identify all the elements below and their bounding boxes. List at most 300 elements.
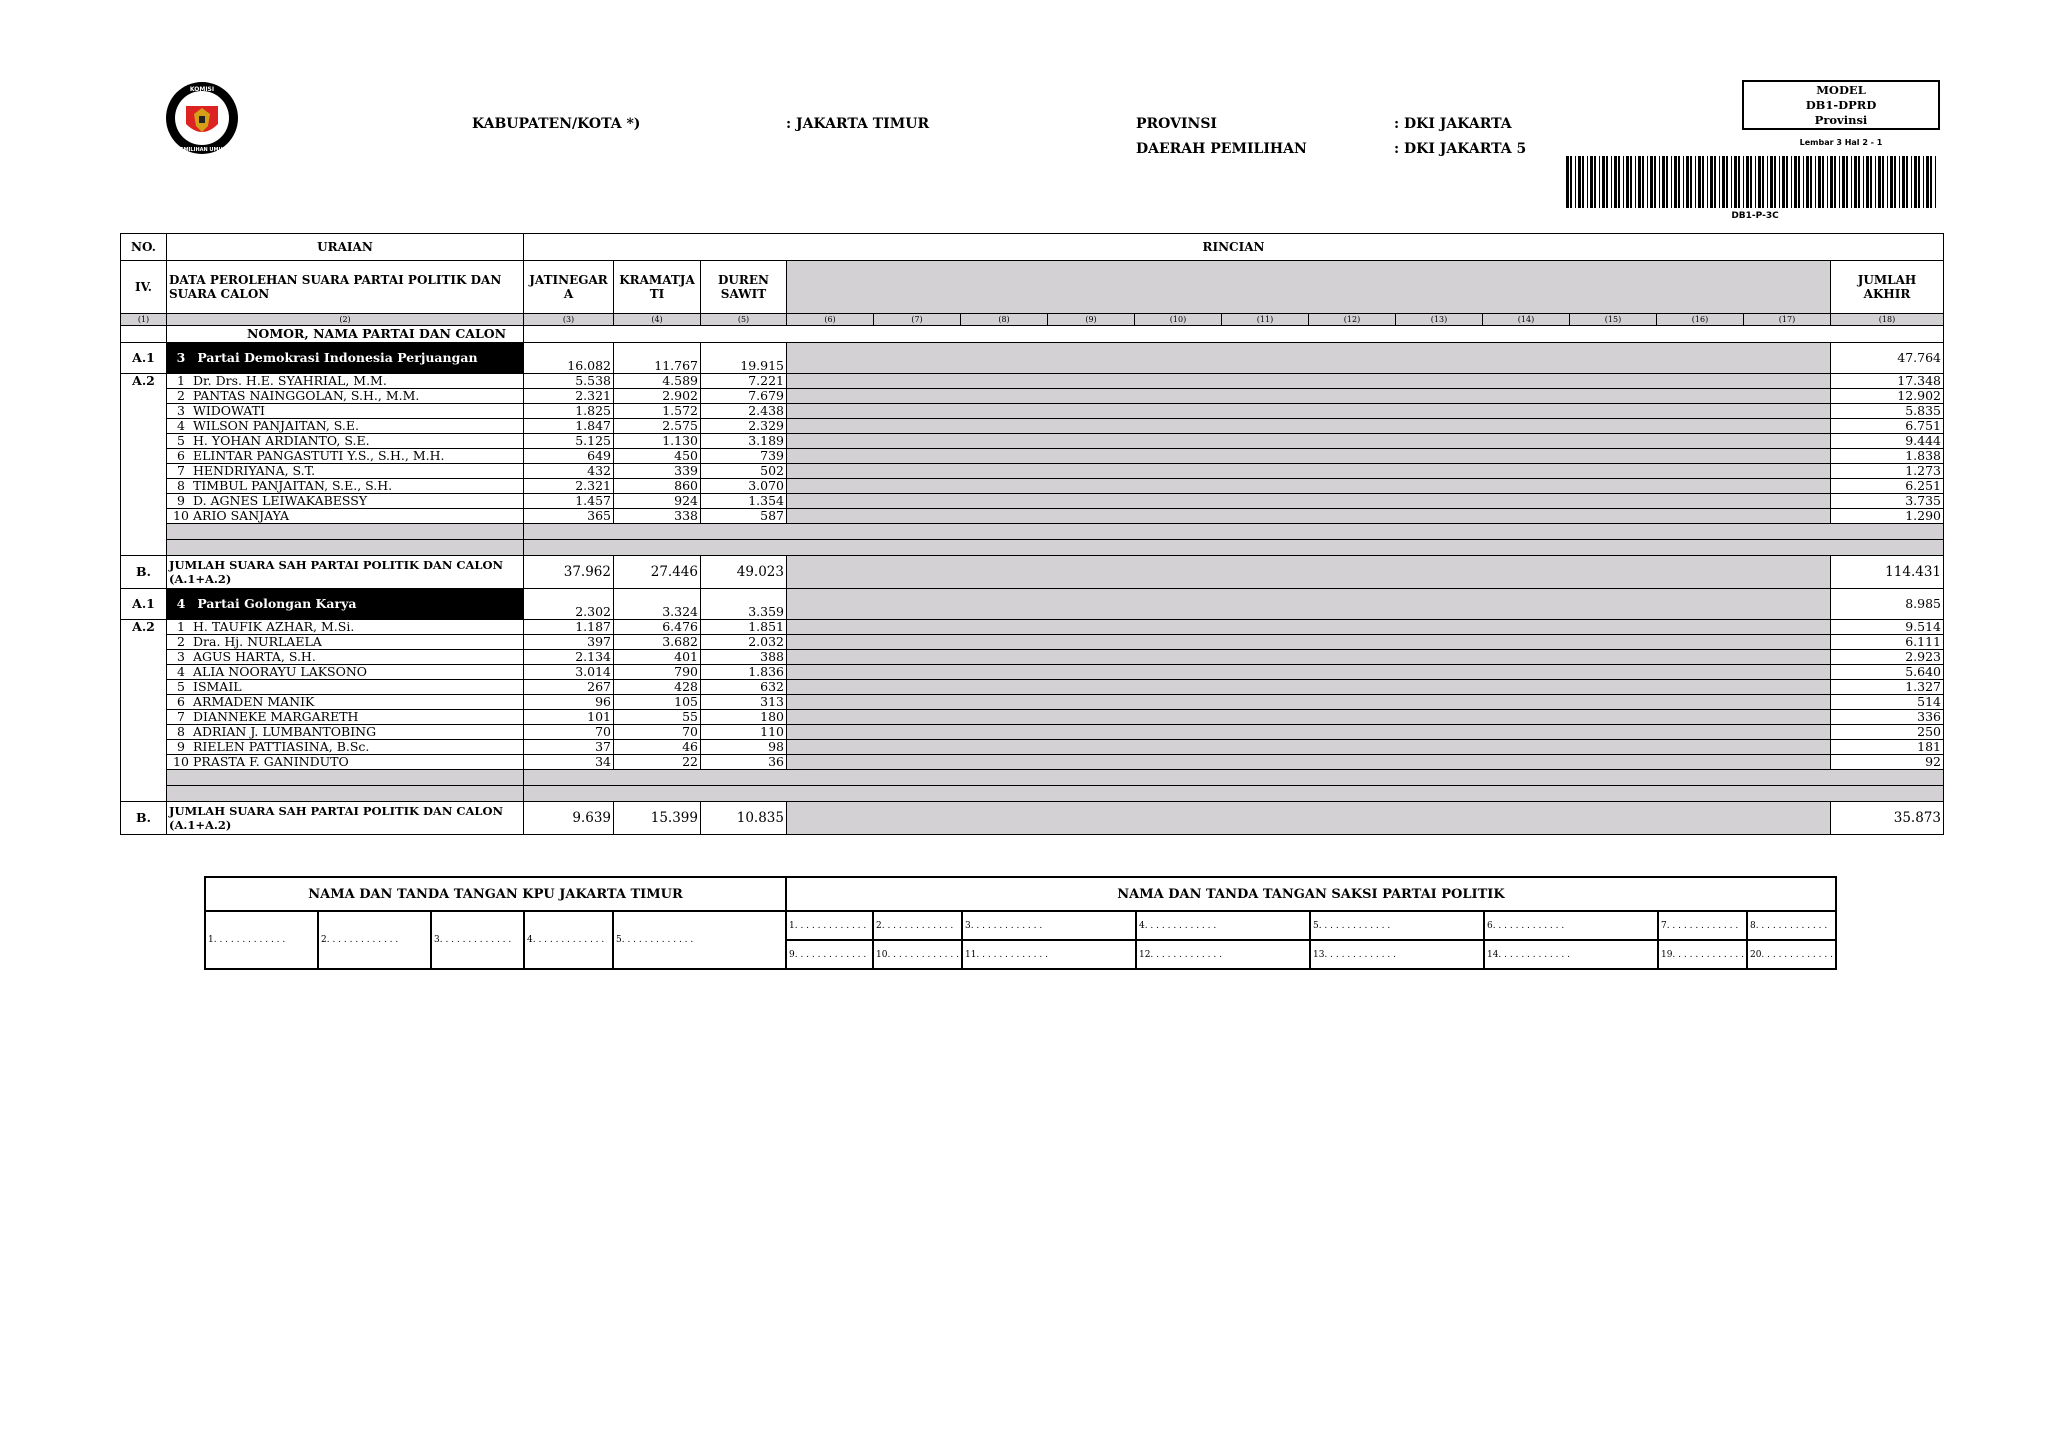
empty-cols (787, 419, 1831, 434)
candidate-row (121, 650, 1944, 665)
candidate-name-cell (167, 389, 524, 404)
barcode-bar (1690, 156, 1692, 208)
saksi-sign-slot: 9. . . . . . . . . . . . . (786, 940, 873, 969)
kab-value: : JAKARTA TIMUR (786, 116, 930, 132)
candidate-name-cell (167, 635, 524, 650)
party-vote: 2.302 (524, 589, 614, 620)
candidate-total: 12.902 (1831, 389, 1944, 404)
candidate-row (121, 449, 1944, 464)
candidate-vote: 2.321 (524, 389, 614, 404)
barcode-label: DB1-P-3C (1731, 211, 1779, 221)
barcode-bar (1734, 156, 1737, 208)
barcode-bar (1875, 156, 1876, 208)
empty-cols (787, 404, 1831, 419)
empty-cols (787, 755, 1831, 770)
empty-cols (787, 556, 1831, 589)
candidate-name-cell (167, 374, 524, 389)
candidate-vote: 3.070 (701, 479, 787, 494)
dapil-label: DAERAH PEMILIHAN (1136, 141, 1307, 157)
candidate-name: Dra. Hj. NURLAELA (193, 634, 322, 649)
candidate-vote: 6.476 (614, 620, 701, 635)
barcode-bar (1578, 156, 1581, 208)
candidate-total: 6.251 (1831, 479, 1944, 494)
sum-total: 35.873 (1831, 802, 1944, 835)
barcode-bar (1779, 156, 1780, 208)
candidate-vote: 7.221 (701, 374, 787, 389)
sum-vote: 9.639 (524, 802, 614, 835)
candidate-vote: 37 (524, 740, 614, 755)
candidate-name-cell (167, 449, 524, 464)
nomor-empty-rincian (524, 326, 1944, 343)
saksi-sign-slot: 2. . . . . . . . . . . . . (873, 911, 962, 940)
spacer-row (121, 770, 1944, 786)
candidate-vote: 432 (524, 464, 614, 479)
colnum-cell: (3) (524, 314, 614, 326)
spacer-row (121, 524, 1944, 540)
empty-cols (787, 650, 1831, 665)
candidate-name-cell (167, 665, 524, 680)
empty-cols (787, 680, 1831, 695)
candidate-vote: 2.438 (701, 404, 787, 419)
sum-vote: 37.962 (524, 556, 614, 589)
kpu-sign-slot: 5. . . . . . . . . . . . . (613, 911, 786, 969)
party-vote: 19.915 (701, 343, 787, 374)
header-empty-cols (787, 261, 1831, 314)
party-a1: A.1 (121, 343, 167, 374)
barcode-bar (1570, 156, 1572, 208)
candidate-vote: 739 (701, 449, 787, 464)
kpu-logo (164, 80, 240, 156)
colnum-cell: (8) (961, 314, 1048, 326)
candidate-total: 250 (1831, 725, 1944, 740)
candidate-total: 9.514 (1831, 620, 1944, 635)
party-name-cell (167, 343, 524, 374)
model-line2: DB1-DPRD (1805, 98, 1877, 112)
barcode-bar (1815, 156, 1816, 208)
saksi-sign-slot: 4. . . . . . . . . . . . . (1136, 911, 1310, 940)
barcode-bar (1918, 156, 1920, 208)
candidate-vote: 1.851 (701, 620, 787, 635)
sum-row (121, 556, 1944, 589)
candidate-number: 10 (173, 508, 189, 523)
barcode-bar (1830, 156, 1833, 208)
candidate-name-cell (167, 509, 524, 524)
barcode (1566, 156, 1942, 208)
colnum-cell: (7) (874, 314, 961, 326)
colnum-cell: (14) (1483, 314, 1570, 326)
colnum-cell: (18) (1831, 314, 1944, 326)
candidate-name-cell (167, 479, 524, 494)
candidate-row (121, 389, 1944, 404)
spacer-cell (167, 540, 524, 556)
candidate-number: 5 (177, 433, 185, 448)
candidate-vote: 338 (614, 509, 701, 524)
barcode-bar (1611, 156, 1612, 208)
saksi-sign-slot: 10. . . . . . . . . . . . . (873, 940, 962, 969)
barcode-bar (1882, 156, 1884, 208)
saksi-sign-slot: 20. . . . . . . . . . . . . (1747, 940, 1836, 969)
candidate-vote: 1.825 (524, 404, 614, 419)
barcode-bar (1858, 156, 1860, 208)
candidate-vote: 1.847 (524, 419, 614, 434)
barcode-bar (1863, 156, 1864, 208)
colnum-cell: (16) (1657, 314, 1744, 326)
barcode-bar (1630, 156, 1632, 208)
kpu-sign-slot: 1. . . . . . . . . . . . . (205, 911, 318, 969)
spacer-cell (167, 786, 524, 802)
header-rincian: RINCIAN (524, 234, 1944, 261)
prov-label: PROVINSI (1136, 116, 1217, 132)
candidate-vote: 365 (524, 509, 614, 524)
candidate-vote: 105 (614, 695, 701, 710)
spacer-cell (524, 540, 1944, 556)
barcode-bar (1599, 156, 1600, 208)
party-vote: 3.359 (701, 589, 787, 620)
barcode-bar (1935, 156, 1936, 208)
saksi-sign-slot: 14. . . . . . . . . . . . . (1484, 940, 1658, 969)
candidate-vote: 1.130 (614, 434, 701, 449)
barcode-bar (1926, 156, 1929, 208)
colnum-cell: (15) (1570, 314, 1657, 326)
barcode-bar (1887, 156, 1888, 208)
candidate-vote: 98 (701, 740, 787, 755)
candidate-name: ADRIAN J. LUMBANTOBING (193, 724, 377, 739)
colnum-cell: (4) (614, 314, 701, 326)
candidate-vote: 450 (614, 449, 701, 464)
candidate-number: 8 (177, 724, 185, 739)
barcode-bar (1647, 156, 1648, 208)
sum-vote: 49.023 (701, 556, 787, 589)
barcode-bar (1851, 156, 1852, 208)
candidate-vote: 101 (524, 710, 614, 725)
colnum-cell: (1) (121, 314, 167, 326)
barcode-bar (1803, 156, 1804, 208)
party-a1: A.1 (121, 589, 167, 620)
candidate-total: 1.290 (1831, 509, 1944, 524)
colnum-cell: (17) (1744, 314, 1831, 326)
candidate-name: DIANNEKE MARGARETH (193, 709, 359, 724)
candidate-row (121, 665, 1944, 680)
candidate-number: 3 (177, 403, 185, 418)
candidate-vote: 3.682 (614, 635, 701, 650)
candidate-total: 1.838 (1831, 449, 1944, 464)
barcode-bar (1575, 156, 1576, 208)
candidate-row (121, 695, 1944, 710)
spacer-cell (167, 524, 524, 540)
candidate-number: 2 (177, 388, 185, 403)
empty-cols (787, 725, 1831, 740)
empty-cols (787, 464, 1831, 479)
saksi-sign-slot: 5. . . . . . . . . . . . . (1310, 911, 1484, 940)
barcode-bar (1930, 156, 1932, 208)
candidate-row (121, 635, 1944, 650)
candidate-number: 4 (177, 664, 185, 679)
candidate-vote: 2.032 (701, 635, 787, 650)
colnum-cell: (6) (787, 314, 874, 326)
sig-header-row (205, 877, 1836, 911)
sum-total: 114.431 (1831, 556, 1944, 589)
barcode-bar (1582, 156, 1584, 208)
logo-text-top: KOMISI (189, 86, 215, 93)
barcode-bar (1594, 156, 1596, 208)
barcode-bar (1782, 156, 1785, 208)
candidate-number: 8 (177, 478, 185, 493)
candidate-vote: 180 (701, 710, 787, 725)
barcode-bar (1606, 156, 1608, 208)
candidate-vote: 5.125 (524, 434, 614, 449)
candidate-name-cell (167, 650, 524, 665)
candidate-total: 2.923 (1831, 650, 1944, 665)
candidate-vote: 339 (614, 464, 701, 479)
candidate-total: 5.835 (1831, 404, 1944, 419)
colnum-row (121, 314, 1944, 326)
empty-cols (787, 479, 1831, 494)
barcode-bar (1794, 156, 1797, 208)
candidate-vote: 96 (524, 695, 614, 710)
empty-cols (787, 494, 1831, 509)
barcode-bar (1674, 156, 1677, 208)
sum-label: JUMLAH SUARA SAH PARTAI POLITIK DAN CALON (A.1+A.2) (167, 556, 524, 589)
colnum-cell: (2) (167, 314, 524, 326)
kpu-sign-slot: 3. . . . . . . . . . . . . (431, 911, 524, 969)
candidate-number: 7 (177, 709, 185, 724)
candidate-total: 181 (1831, 740, 1944, 755)
header-row (121, 234, 1944, 261)
candidate-name: ARMADEN MANIK (193, 694, 315, 709)
barcode-bar (1810, 156, 1812, 208)
barcode-bar (1894, 156, 1896, 208)
barcode-bar (1870, 156, 1872, 208)
candidate-vote: 428 (614, 680, 701, 695)
barcode-bar (1566, 156, 1569, 208)
party-name: Partai Demokrasi Indonesia Perjuangan (197, 350, 478, 365)
spacer-cell (524, 770, 1944, 786)
candidate-vote: 3.189 (701, 434, 787, 449)
barcode-bar (1839, 156, 1840, 208)
candidate-number: 6 (177, 694, 185, 709)
saksi-sign-slot: 12. . . . . . . . . . . . . (1136, 940, 1310, 969)
empty-cols (787, 802, 1831, 835)
candidate-row (121, 494, 1944, 509)
kab-label: KABUPATEN/KOTA *) (472, 116, 641, 132)
party-vote: 3.324 (614, 589, 701, 620)
barcode-bar (1911, 156, 1912, 208)
candidate-name-cell (167, 620, 524, 635)
candidate-row (121, 755, 1944, 770)
header-no: NO. (121, 234, 167, 261)
barcode-bar (1642, 156, 1644, 208)
barcode-bar (1722, 156, 1725, 208)
sum-vote: 27.446 (614, 556, 701, 589)
sum-b: B. (121, 556, 167, 589)
candidate-vote: 22 (614, 755, 701, 770)
barcode-bar (1731, 156, 1732, 208)
candidate-name: AGUS HARTA, S.H. (193, 649, 316, 664)
barcode-bar (1707, 156, 1708, 208)
candidate-vote: 313 (701, 695, 787, 710)
barcode-bar (1906, 156, 1908, 208)
barcode-bar (1614, 156, 1617, 208)
sum-b: B. (121, 802, 167, 835)
candidate-total: 9.444 (1831, 434, 1944, 449)
barcode-bar (1914, 156, 1917, 208)
empty-cols (787, 389, 1831, 404)
candidate-number: 4 (177, 418, 185, 433)
sum-row (121, 802, 1944, 835)
candidate-number: 6 (177, 448, 185, 463)
candidate-a2: A.2 (121, 374, 167, 556)
header-duren-sawit: DUREN SAWIT (701, 261, 787, 314)
party-name: Partai Golongan Karya (197, 596, 357, 611)
party-total: 47.764 (1831, 343, 1944, 374)
spacer-row (121, 786, 1944, 802)
candidate-number: 7 (177, 463, 185, 478)
nomor-row (121, 326, 1944, 343)
candidate-name-cell (167, 725, 524, 740)
candidate-row (121, 434, 1944, 449)
barcode-bar (1770, 156, 1773, 208)
kpu-sign-slot: 2. . . . . . . . . . . . . (318, 911, 431, 969)
candidate-total: 1.327 (1831, 680, 1944, 695)
sum-vote: 15.399 (614, 802, 701, 835)
candidate-vote: 632 (701, 680, 787, 695)
vote-table (120, 233, 1944, 835)
saksi-sign-slot: 13. . . . . . . . . . . . . (1310, 940, 1484, 969)
candidate-name-cell (167, 680, 524, 695)
candidate-name-cell (167, 695, 524, 710)
kpu-sign-slot: 4. . . . . . . . . . . . . (524, 911, 613, 969)
barcode-bar (1662, 156, 1665, 208)
candidate-vote: 587 (701, 509, 787, 524)
candidate-name: ELINTAR PANGASTUTI Y.S., S.H., M.H. (193, 448, 445, 463)
barcode-bar (1899, 156, 1900, 208)
barcode-bar (1659, 156, 1660, 208)
barcode-bar (1890, 156, 1893, 208)
colnum-cell: (9) (1048, 314, 1135, 326)
saksi-sign-slot: 8. . . . . . . . . . . . . (1747, 911, 1836, 940)
candidate-row (121, 464, 1944, 479)
spacer-cell (524, 786, 1944, 802)
barcode-bar (1774, 156, 1776, 208)
barcode-bar (1854, 156, 1857, 208)
candidate-vote: 1.354 (701, 494, 787, 509)
barcode-bar (1878, 156, 1881, 208)
empty-cols (787, 509, 1831, 524)
barcode-bar (1698, 156, 1701, 208)
candidate-vote: 4.589 (614, 374, 701, 389)
candidate-number: 9 (177, 739, 185, 754)
candidate-vote: 55 (614, 710, 701, 725)
sum-vote: 10.835 (701, 802, 787, 835)
party-row (121, 589, 1944, 620)
barcode-bar (1746, 156, 1749, 208)
candidate-number: 1 (177, 619, 185, 634)
candidate-name: PANTAS NAINGGOLAN, S.H., M.M. (193, 388, 420, 403)
candidate-number: 9 (177, 493, 185, 508)
candidate-name: H. YOHAN ARDIANTO, S.E. (193, 433, 370, 448)
barcode-bar (1798, 156, 1800, 208)
sum-label: JUMLAH SUARA SAH PARTAI POLITIK DAN CALON (A.1+A.2) (167, 802, 524, 835)
empty-cols (787, 695, 1831, 710)
party-number: 4 (176, 596, 186, 611)
empty-cols (787, 665, 1831, 680)
candidate-vote: 649 (524, 449, 614, 464)
empty-cols (787, 635, 1831, 650)
signature-table (204, 876, 1837, 970)
empty-cols (787, 343, 1831, 374)
party-row (121, 343, 1944, 374)
barcode-bar (1750, 156, 1752, 208)
candidate-name: ARIO SANJAYA (193, 508, 289, 523)
candidate-row (121, 479, 1944, 494)
barcode-bar (1786, 156, 1788, 208)
candidate-vote: 1.572 (614, 404, 701, 419)
spacer-cell (167, 770, 524, 786)
colnum-cell: (13) (1396, 314, 1483, 326)
barcode-bar (1834, 156, 1836, 208)
candidate-number: 10 (173, 754, 189, 769)
candidate-vote: 2.329 (701, 419, 787, 434)
candidate-name: PRASTA F. GANINDUTO (193, 754, 349, 769)
barcode-bar (1827, 156, 1828, 208)
barcode-bar (1902, 156, 1905, 208)
empty-cols (787, 434, 1831, 449)
candidate-vote: 3.014 (524, 665, 614, 680)
candidate-vote: 70 (524, 725, 614, 740)
candidate-name: HENDRIYANA, S.T. (193, 463, 316, 478)
header-kramatjati: KRAMATJA TI (614, 261, 701, 314)
candidate-name: ALIA NOORAYU LAKSONO (193, 664, 368, 679)
candidate-row (121, 620, 1944, 635)
candidate-name: Dr. Drs. H.E. SYAHRIAL, M.M. (193, 373, 387, 388)
colnum-cell: (12) (1309, 314, 1396, 326)
saksi-sign-slot: 19. . . . . . . . . . . . . (1658, 940, 1747, 969)
barcode-bar (1842, 156, 1845, 208)
party-vote: 16.082 (524, 343, 614, 374)
empty-cols (787, 374, 1831, 389)
barcode-bar (1866, 156, 1869, 208)
empty-cols (787, 710, 1831, 725)
candidate-total: 514 (1831, 695, 1944, 710)
candidate-name: RIELEN PATTIASINA, B.Sc. (193, 739, 370, 754)
candidate-row (121, 374, 1944, 389)
barcode-bar (1623, 156, 1624, 208)
barcode-bar (1758, 156, 1761, 208)
candidate-name: ISMAIL (193, 679, 242, 694)
spacer-row (121, 540, 1944, 556)
candidate-name-cell (167, 404, 524, 419)
barcode-bar (1678, 156, 1680, 208)
candidate-number: 2 (177, 634, 185, 649)
candidate-vote: 860 (614, 479, 701, 494)
candidate-number: 5 (177, 679, 185, 694)
candidate-vote: 388 (701, 650, 787, 665)
candidate-vote: 1.457 (524, 494, 614, 509)
candidate-name: D. AGNES LEIWAKABESSY (193, 493, 368, 508)
candidate-a2: A.2 (121, 620, 167, 802)
dapil-value: : DKI JAKARTA 5 (1394, 141, 1527, 157)
party-vote: 11.767 (614, 343, 701, 374)
candidate-vote: 70 (614, 725, 701, 740)
kpu-sign-title: NAMA DAN TANDA TANGAN KPU JAKARTA TIMUR (205, 877, 786, 911)
candidate-vote: 110 (701, 725, 787, 740)
sig-row (205, 911, 1836, 940)
candidate-vote: 1.836 (701, 665, 787, 680)
candidate-vote: 7.679 (701, 389, 787, 404)
candidate-vote: 267 (524, 680, 614, 695)
barcode-bar (1767, 156, 1768, 208)
saksi-sign-slot: 3. . . . . . . . . . . . . (962, 911, 1136, 940)
